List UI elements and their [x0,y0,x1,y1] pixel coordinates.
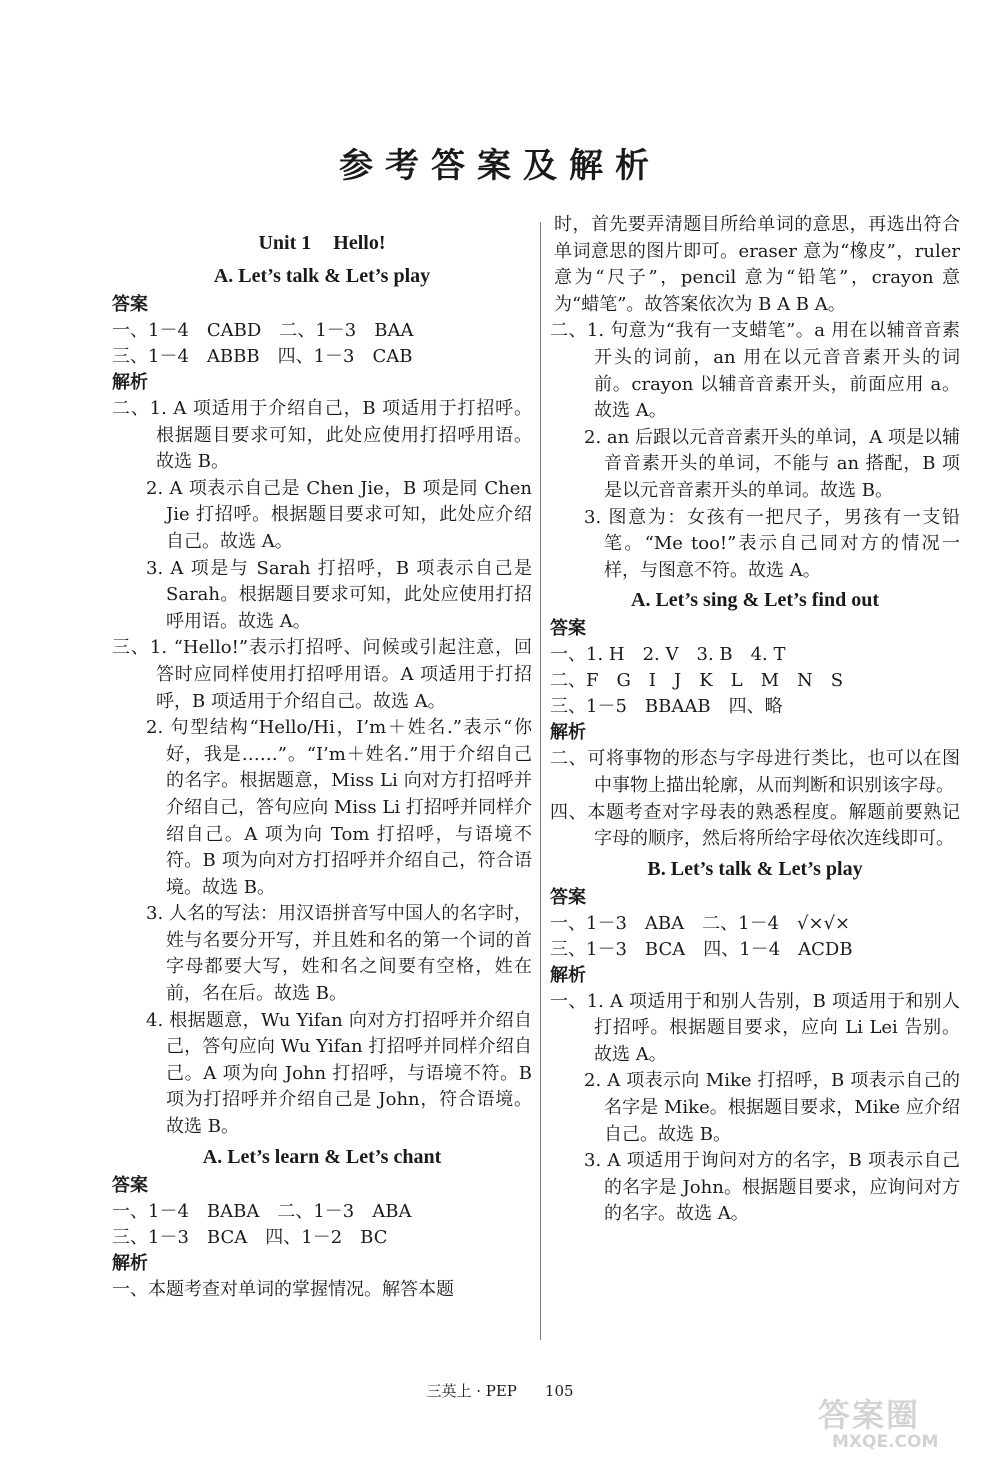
answer-label: 答案 [550,886,586,908]
answer-label: 答案 [112,1174,148,1196]
answer-label: 答案 [112,294,148,315]
answer-line: 一、1－4 CABD 二、1－3 BAA [112,320,414,341]
analysis-item: 4. 根据题意，Wu Yifan 向对方打招呼并介绍自己，答句应向 Wu Yifan 打招呼并同样介绍自己。A 项为向 John 打招呼，与语境不符。B 项为打招呼并介绍自己是 John，符合语境。故选 B。 [146,1009,532,1138]
analysis-item: 3. 人名的写法：用汉语拼音写中国人的名字时，姓与名要分开写，并且姓和名的第一个词的首字母都要大写，姓和名之间要有空格，姓在前，名在后。故选 B。 [146,903,532,1005]
analysis-item: 2. 句型结构“Hello/Hi，I’m＋姓名.”表示“你好，我是……”。“I’m＋姓名.”用于介绍自己的名字。根据题意，Miss Li 向对方打招呼并介绍自己，答句应向 Miss Li 打招呼并同样介绍自己。A 项为向 Tom 打招呼，与语境不符。B 项为向对方打招呼并介绍自己，符合语境。故选 B。 [146,717,532,898]
analysis-item: 时，首先要弄清题目所给单词的意思，再选出符合单词意思的图片即可。eraser 意为“橡皮”，ruler 意为“尺子”，pencil 意为“铅笔”，crayon 意为“蜡笔”。故答案依次为 B A B A。 [554,214,960,315]
analysis-item: 一、本题考查对单词的掌握情况。解答本题 [112,1278,454,1300]
analysis-item: 3. A 项适用于询问对方的名字，B 项表示自己的名字是 John。根据题目要求，应询问对方的名字。故选 A。 [584,1150,960,1225]
answer-line: 一、1. H 2. V 3. B 4. T [550,644,786,666]
answer-line: 二、F G I J K L M N S [550,670,844,692]
analysis-item: 二、1. 句意为“我有一支蜡笔”。a 用在以辅音音素开头的词前，an 用在以元音音素开头的词前。crayon 以辅音音素开头，前面应用 a。故选 A。 [550,320,960,422]
answer-line: 三、1－5 BBAAB 四、略 [550,696,783,718]
section-title: A. Let’s talk & Let’s play [213,265,431,287]
section-sing-find-out [550,584,960,852]
answer-line: 三、1－3 BCA 四、1－2 BC [112,1226,388,1248]
unit-title [112,226,532,260]
analysis-item: 四、本题考查对字母表的熟悉程度。解题前要熟记字母的顺序，然后将所给字母依次连线即可。 [550,801,960,850]
answer-label: 答案 [550,618,586,640]
right-column [550,212,960,1228]
analysis-item: 三、1. “Hello!”表示打招呼、问候或引起注意，回答时应同样使用打招呼用语。A 项适用于打招呼，B 项适用于介绍自己。故选 A。 [112,637,532,712]
footer-label: 三英上 · PEP [426,1382,517,1400]
analysis-item: 二、1. A 项适用于介绍自己，B 项适用于打招呼。根据题目要求可知，此处应使用打招呼用语。故选 B。 [112,398,532,473]
answer-line: 三、1－4 ABBB 四、1－3 CAB [112,346,413,367]
unit-name: Hello! [333,232,386,254]
section-title: A. Let’s learn & Let’s chant [202,1145,442,1168]
analysis-label: 解析 [112,1252,148,1274]
analysis-label: 解析 [550,964,586,986]
page-title: 参考答案及解析 [339,146,661,186]
analysis-item: 二、可将事物的形态与字母进行类比，也可以在图中事物上描出轮廓，从而判断和识别该字母。 [550,748,960,796]
unit-number: Unit 1 [258,232,312,254]
analysis-item: 3. A 项是与 Sarah 打招呼，B 项表示自己是 Sarah。根据题目要求可知，此处应使用打招呼用语。故选 A。 [146,557,532,632]
watermark-logo [818,1390,978,1454]
analysis-label: 解析 [112,372,148,393]
watermark-url: MXQE.COM [832,1432,939,1452]
page-number: 105 [544,1382,574,1400]
analysis-item: 2. A 项表示自己是 Chen Jie，B 项是同 Chen Jie 打招呼。根据题目要求可知，此处应介绍自己。故选 A。 [146,477,532,552]
continued-analysis [550,212,960,584]
answer-line: 一、1－4 BABA 二、1－3 ABA [112,1200,412,1222]
answer-line: 一、1－3 ABA 二、1－4 √×√× [550,912,851,934]
analysis-item: 2. an 后跟以元音音素开头的单词，A 项是以辅音音素开头的单词，不能与 an 搭配，B 项是以元音音素开头的单词。故选 B。 [584,426,960,501]
section-title: B. Let’s talk & Let’s play [647,857,863,880]
analysis-item: 2. A 项表示向 Mike 打招呼，B 项表示自己的名字是 Mike。根据题目要求，Mike 应介绍自己。故选 B。 [584,1070,960,1145]
analysis-label: 解析 [550,722,586,744]
section-learn-chant [112,1141,532,1304]
watermark-text: 答案圈 [818,1396,921,1434]
section-talk-play [112,260,532,1141]
analysis-item: 一、1. A 项适用于和别人告别，B 项适用于和别人打招呼。根据题目要求，应向 Li Lei 告别。故选 A。 [550,990,960,1065]
analysis-item: 3. 图意为：女孩有一把尺子，男孩有一支铅笔。“Me too!”表示自己同对方的情况一样，与图意不符。故选 A。 [584,506,960,581]
section-title: A. Let’s sing & Let’s find out [631,589,879,612]
section-b-talk-play [550,853,960,1228]
column-divider [540,222,541,1340]
answer-line: 三、1－3 BCA 四、1－4 ACDB [550,938,853,960]
left-column [112,226,532,1303]
